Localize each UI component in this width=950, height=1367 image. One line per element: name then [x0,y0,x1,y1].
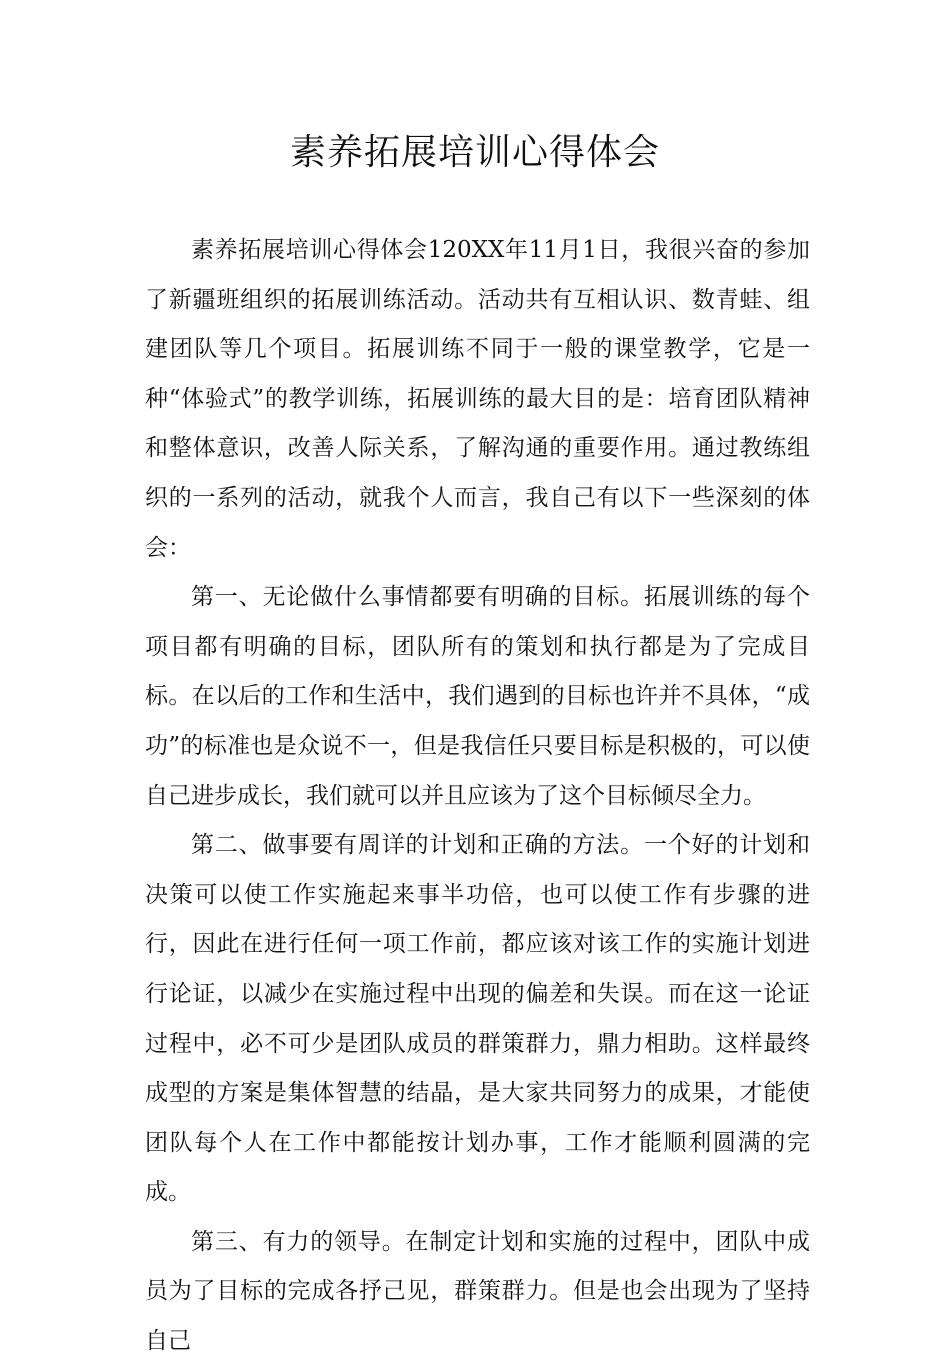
paragraph-point-three: 第三、有力的领导。在制定计划和实施的过程中，团队中成员为了目标的完成各抒己见，群策群力。但是也会出现为了坚持自己 [145,1228,810,1355]
document-body [145,226,810,1367]
paragraph-point-two: 第二、做事要有周详的计划和正确的方法。一个好的计划和决策可以使工作实施起来事半功倍，也可以使工作有步骤的进行，因此在进行任何一项工作前，都应该对该工作的实施计划进行论证，以减少在实施过程中出现的偏差和失误。而在这一论证过程中，必不可少是团队成员的群策群力，鼎力相助。这样最终成型的方案是集体智慧的结晶，是大家共同努力的成果，才能使团队每个人在工作中都能按计划办事，工作才能顺利圆满的完成。 [145,832,810,1206]
document-title: 素养拓展培训心得体会 [289,132,660,173]
paragraph-intro: 素养拓展培训心得体会120XX年11月1日，我很兴奋的参加了新疆班组织的拓展训练活动。活动共有互相认识、数青蛙、组建团队等几个项目。拓展训练不同于一般的课堂教学，它是一种“体验式”的教学训练，拓展训练的最大目的是：培育团队精神和整体意识，改善人际关系，了解沟通的重要作用。通过教练组织的一系列的活动，就我个人而言，我自己有以下一些深刻的体会： [145,237,810,561]
paragraph-point-one: 第一、无论做什么事情都要有明确的目标。拓展训练的每个项目都有明确的目标，团队所有的策划和执行都是为了完成目标。在以后的工作和生活中，我们遇到的目标也许并不具体，“成功”的标准也是众说不一，但是我信任只要目标是积极的，可以使自己进步成长，我们就可以并且应该为了这个目标倾尽全力。 [145,584,810,809]
